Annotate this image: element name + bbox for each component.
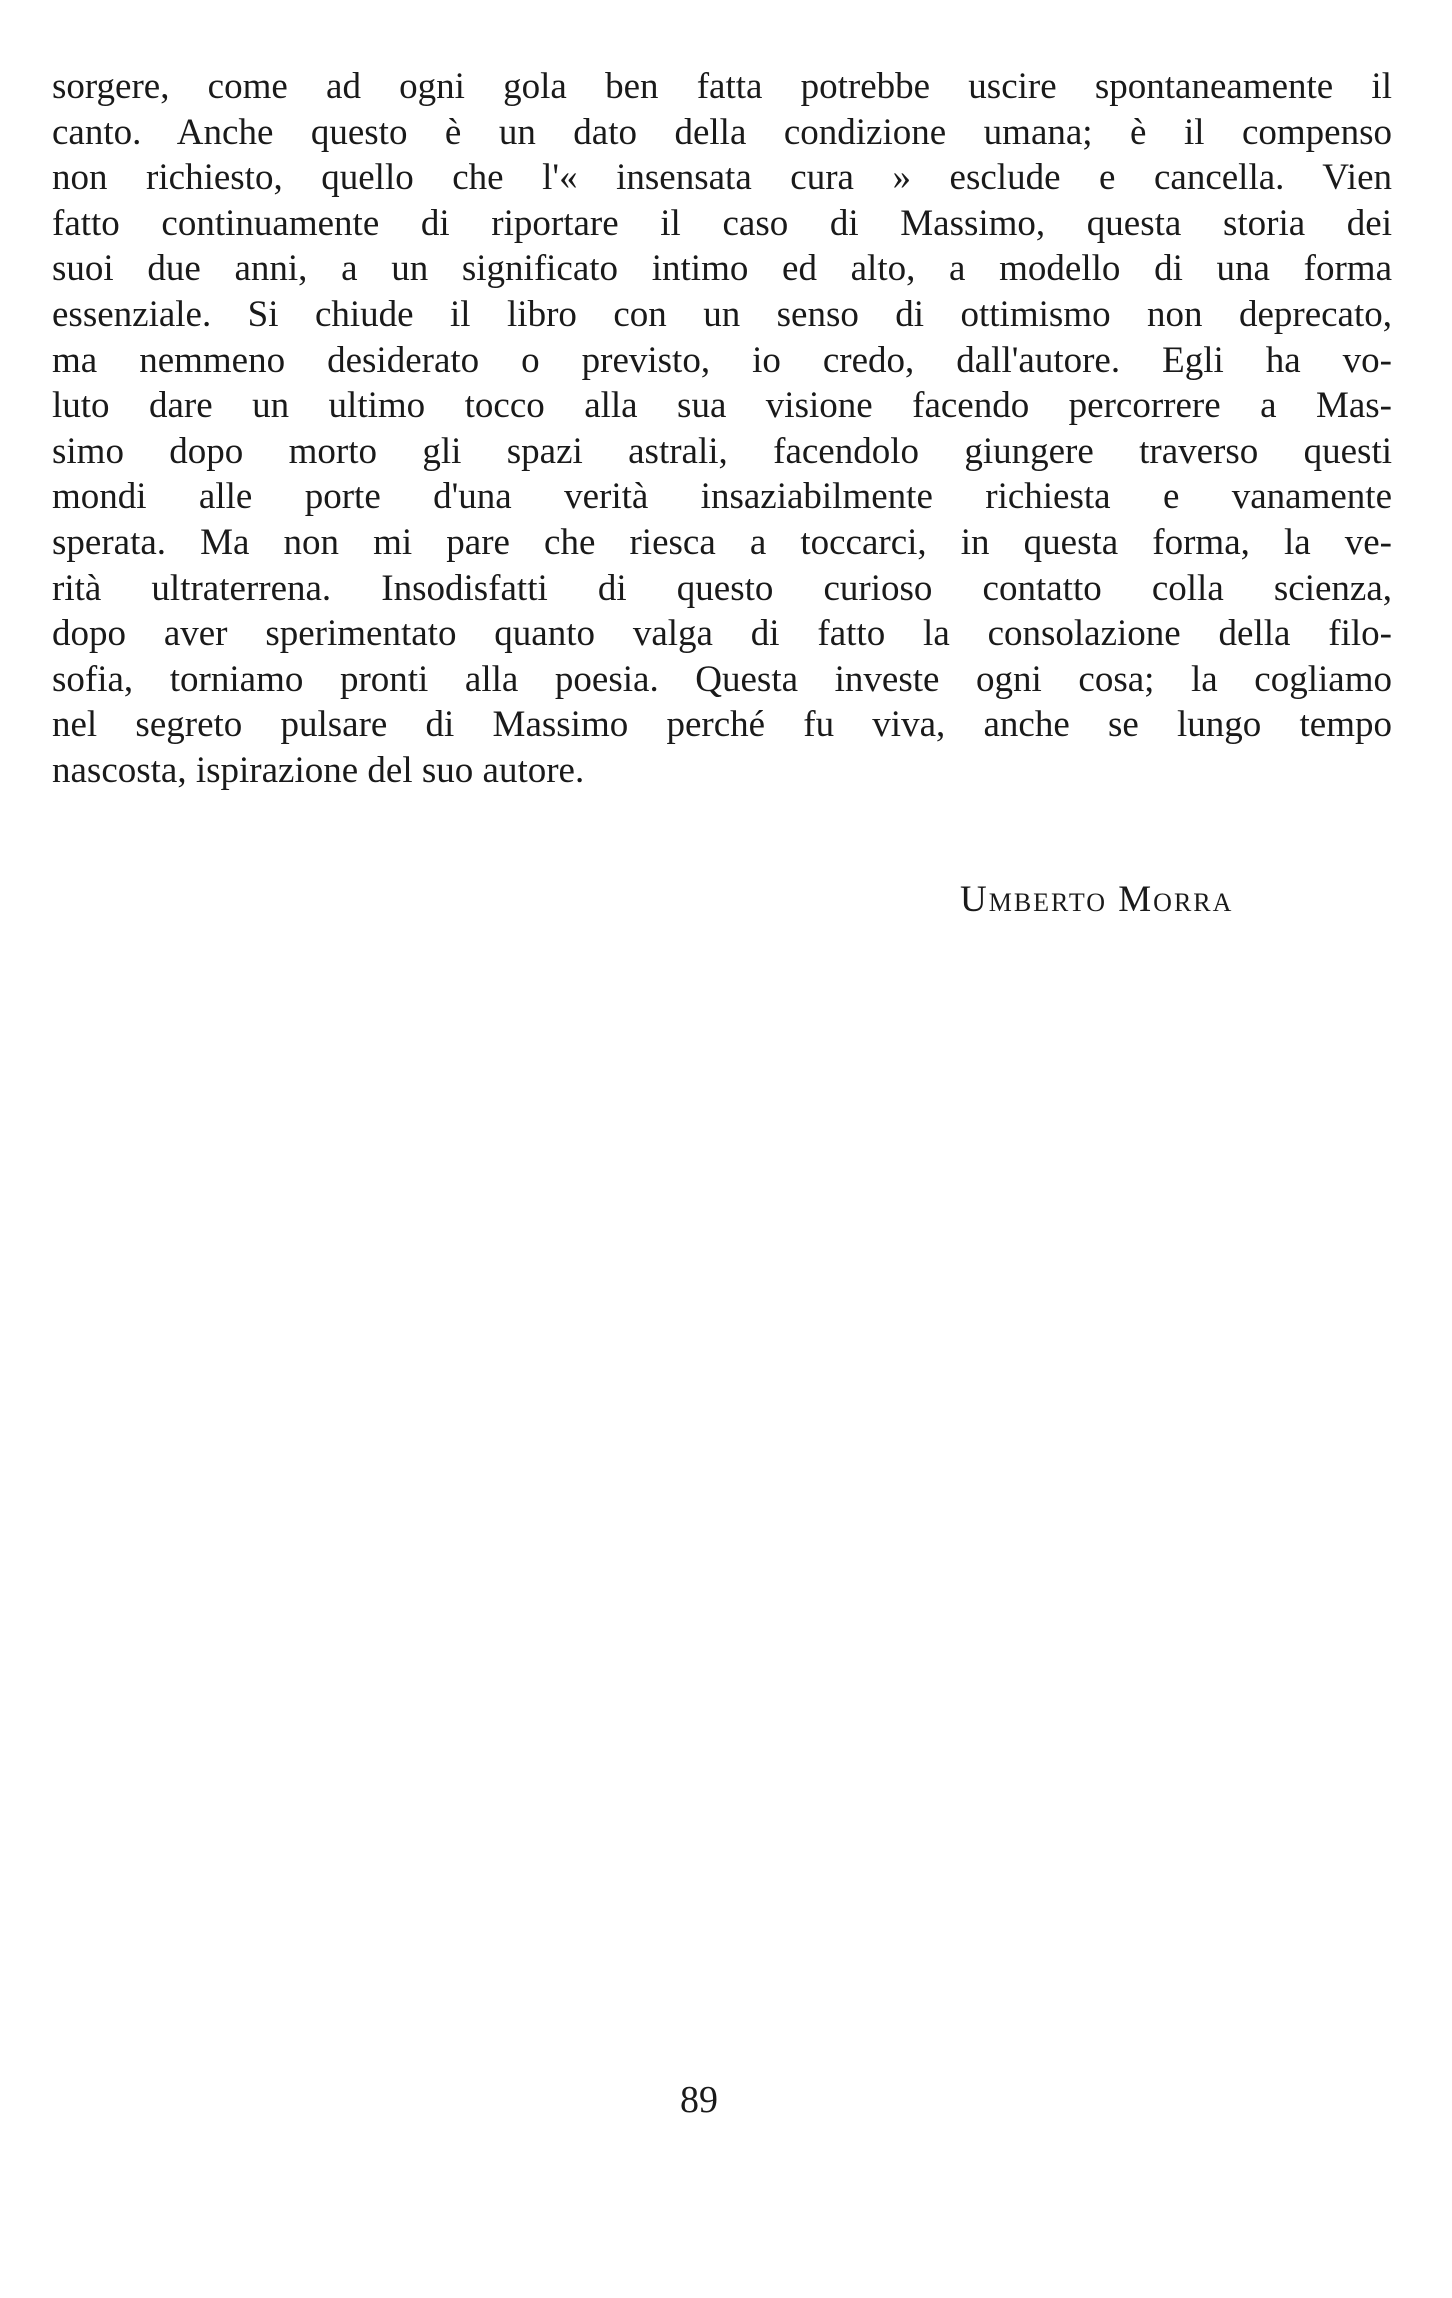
- text-line: nascosta, ispirazione del suo autore.: [52, 749, 585, 791]
- text-line: mondi alle porte d'una verità insaziabilmente richiesta e vanamente: [52, 476, 1392, 518]
- page-number: 89: [680, 2079, 718, 2121]
- text-line: sofia, torniamo pronti alla poesia. Questa investe ogni cosa; la cogliamo: [52, 658, 1392, 700]
- author-signature: Umberto Morra: [960, 879, 1234, 920]
- text-line: rità ultraterrena. Insodisfatti di questo curioso contatto colla scienza,: [52, 567, 1392, 609]
- text-line: fatto continuamente di riportare il caso di Massimo, questa storia dei: [52, 202, 1392, 244]
- text-line: suoi due anni, a un significato intimo ed alto, a modello di una forma: [52, 248, 1392, 290]
- text-line: simo dopo morto gli spazi astrali, facendolo giungere traverso questi: [52, 430, 1392, 472]
- body-paragraph: [52, 64, 1392, 794]
- text-line: luto dare un ultimo tocco alla sua visione facendo percorrere a Mas-: [52, 385, 1392, 427]
- text-line: nel segreto pulsare di Massimo perché fu viva, anche se lungo tempo: [52, 704, 1392, 746]
- text-line: essenziale. Si chiude il libro con un senso di ottimismo non deprecato,: [52, 293, 1392, 335]
- text-line: sorgere, come ad ogni gola ben fatta potrebbe uscire spontaneamente il: [52, 66, 1392, 107]
- text-line: non richiesto, quello che l'« insensata cura » esclude e cancella. Vien: [52, 157, 1392, 199]
- text-line: canto. Anche questo è un dato della condizione umana; è il compenso: [52, 111, 1392, 153]
- text-line: sperata. Ma non mi pare che riesca a toccarci, in questa forma, la ve-: [52, 521, 1392, 563]
- text-line: dopo aver sperimentato quanto valga di fatto la consolazione della filo-: [52, 613, 1392, 655]
- text-line: ma nemmeno desiderato o previsto, io credo, dall'autore. Egli ha vo-: [52, 339, 1392, 381]
